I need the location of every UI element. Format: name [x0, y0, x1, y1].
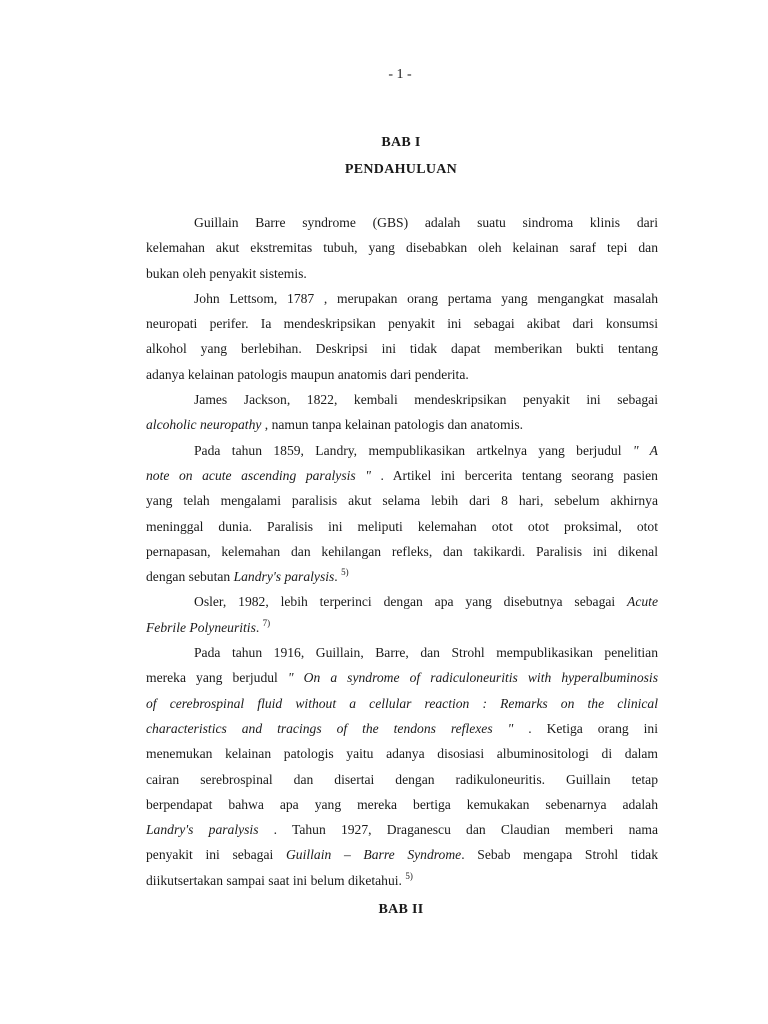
- italic-term: Febrile Polyneuritis: [146, 619, 256, 635]
- text-fragment: diikutsertakan sampai saat ini belum diketahui.: [146, 872, 402, 888]
- italic-title: note on acute ascending paralysis ": [146, 467, 371, 483]
- italic-title: characteristics and tracings of the tendons reflexes ": [146, 720, 514, 736]
- chapter-heading: BAB I: [381, 135, 421, 150]
- text-fragment: .: [334, 569, 338, 585]
- paragraph: [146, 438, 658, 590]
- page-number: - 1 -: [388, 67, 412, 82]
- italic-term: alcoholic neuropathy: [146, 417, 262, 433]
- text-line: [146, 589, 658, 614]
- text-line: [146, 817, 658, 842]
- paragraph: [146, 589, 658, 640]
- text-fragment: dengan sebutan: [146, 569, 234, 585]
- italic-title: " A: [632, 442, 658, 458]
- text-line: [146, 463, 658, 488]
- text-line: [146, 665, 658, 690]
- text-fragment: . Artikel ini bercerita tentang seorang pasien: [370, 467, 658, 483]
- text-fragment: . Sebab mengapa Strohl tidak: [461, 847, 658, 863]
- text-line: yang telah mengalami paralisis akut selama lebih dari 8 hari, sebelum akhirnya: [146, 493, 658, 509]
- italic-title: of cerebrospinal fluid without a cellular reaction : Remarks on the clinical: [146, 695, 658, 711]
- text-line: bukan oleh penyakit sistemis.: [146, 265, 307, 281]
- text-line: [146, 438, 658, 463]
- italic-term: Landry's paralysis: [146, 822, 259, 838]
- text-line: berpendapat bahwa apa yang mereka bertiga kemukakan sebenarnya adalah: [146, 796, 658, 812]
- italic-term: Guillain – Barre Syndrome: [285, 847, 462, 863]
- text-line: adanya kelainan patologis maupun anatomis dari penderita.: [146, 366, 469, 382]
- text-line: James Jackson, 1822, kembali mendeskripsikan penyakit ini sebagai: [194, 392, 658, 408]
- text-line: cairan serebrospinal dan disertai dengan radikuloneuritis. Guillain tetap: [146, 771, 658, 787]
- text-line: neuropati perifer. Ia mendeskripsikan penyakit ini sebagai akibat dari konsumsi: [146, 316, 658, 332]
- paragraph: [146, 387, 658, 438]
- text-line: menemukan kelainan patologis yaitu adanya disosiasi albuminositologi di dalam: [146, 746, 658, 762]
- chapter-heading: BAB II: [378, 902, 424, 917]
- text-line: Pada tahun 1916, Guillain, Barre, dan Strohl mempublikasikan penelitian: [194, 645, 658, 661]
- text-line: kelemahan akut ekstremitas tubuh, yang disebabkan oleh kelainan saraf tepi dan: [146, 240, 658, 256]
- body-text: [146, 210, 658, 893]
- text-line: [146, 842, 658, 867]
- text-fragment: . Ketiga orang ini: [513, 720, 658, 736]
- citation-ref: 7): [262, 617, 271, 628]
- italic-term: Landry's paralysis: [233, 569, 335, 585]
- citation-ref: 5): [405, 870, 413, 881]
- italic-title: " On a syndrome of radiculoneuritis with hyperalbuminosis: [287, 670, 658, 686]
- chapter-title: PENDAHULUAN: [344, 162, 458, 177]
- text-fragment: penyakit ini sebagai: [146, 847, 286, 863]
- citation-ref: 5): [341, 567, 349, 578]
- text-line: pernapasan, kelemahan dan kehilangan refleks, dan takikardi. Paralisis ini dikenal: [146, 543, 658, 559]
- paragraph: [146, 640, 658, 893]
- italic-term: Acute: [627, 594, 658, 610]
- text-fragment: Pada tahun 1859, Landry, mempublikasikan artkelnya yang berjudul: [194, 442, 633, 458]
- text-fragment: .: [255, 619, 260, 635]
- text-line: [146, 412, 658, 437]
- text-line: meninggal dunia. Paralisis ini meliputi kelemahan otot otot proksimal, otot: [146, 518, 658, 534]
- text-line: [146, 691, 658, 716]
- text-fragment: Osler, 1982, lebih terperinci dengan apa yang disebutnya sebagai: [194, 594, 628, 610]
- text-line: [146, 564, 658, 589]
- text-line: John Lettsom, 1787 , merupakan orang pertama yang mengangkat masalah: [194, 290, 658, 306]
- text-fragment: mereka yang berjudul: [146, 670, 288, 686]
- text-fragment: , namun tanpa kelainan patologis dan anatomis.: [261, 417, 524, 433]
- text-line: [146, 868, 658, 893]
- text-line: [146, 716, 658, 741]
- paragraph: [146, 210, 658, 286]
- text-line: Guillain Barre syndrome (GBS) adalah suatu sindroma klinis dari: [194, 215, 658, 230]
- text-line: alkohol yang berlebihan. Deskripsi ini tidak dapat memberikan bukti tentang: [146, 341, 658, 357]
- paragraph: [146, 286, 658, 387]
- text-fragment: . Tahun 1927, Draganescu dan Claudian memberi nama: [258, 822, 659, 838]
- text-line: [146, 615, 658, 640]
